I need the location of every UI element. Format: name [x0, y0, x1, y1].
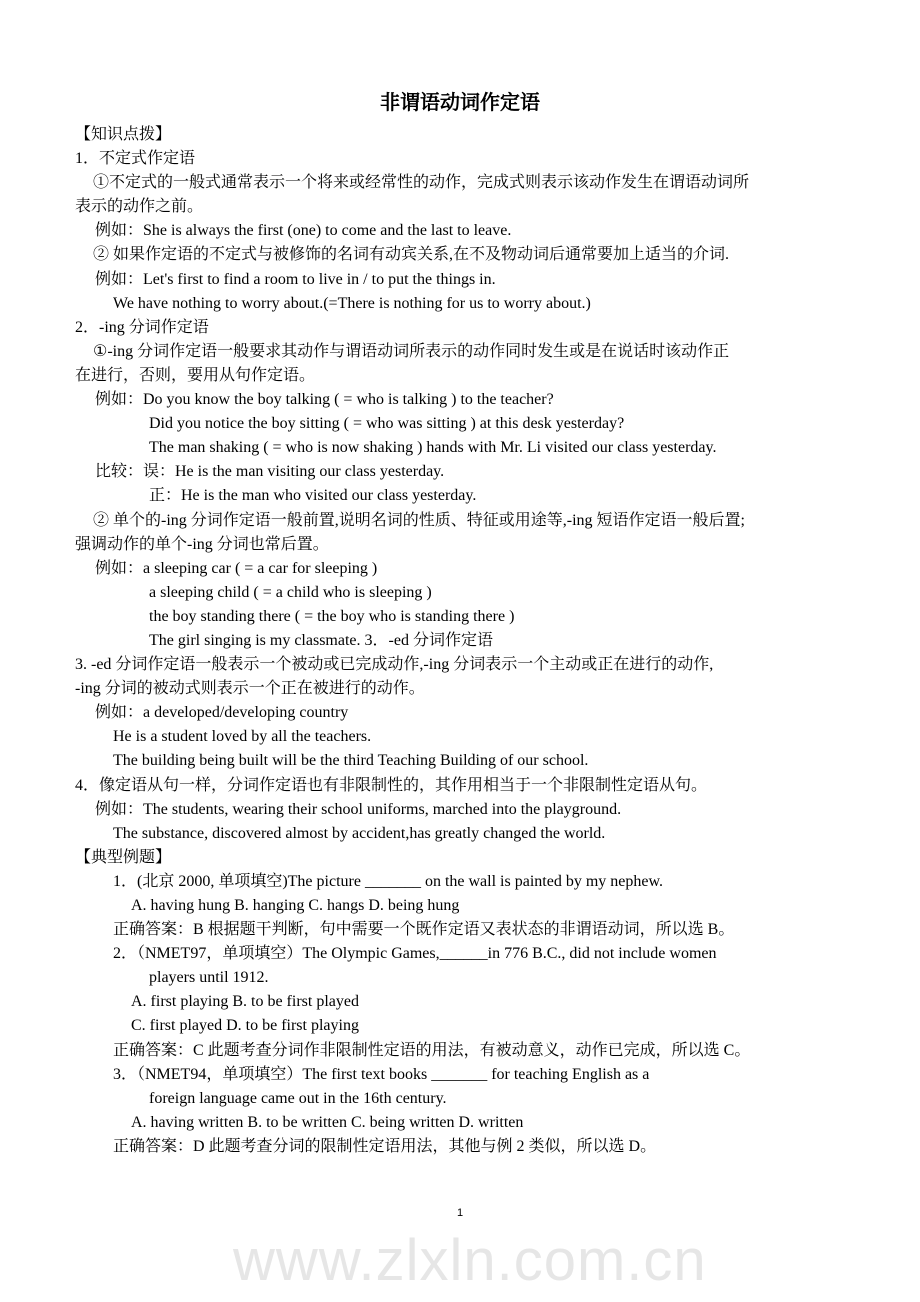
text-line: ①-ing 分词作定语一般要求其动作与谓语动词所表示的动作同时发生或是在说话时该动作正: [93, 342, 730, 360]
text-line: ①不定式的一般式通常表示一个将来或经常性的动作，完成式则表示该动作发生在谓语动词所: [93, 174, 750, 192]
text-line: 【典型例题】: [75, 848, 172, 866]
text-line: 2．-ing 分词作定语: [75, 318, 209, 336]
text-line: players until 1912.: [149, 969, 269, 987]
text-line: C. first played D. to be first playing: [131, 1017, 359, 1035]
text-line: 例如：Let's first to find a room to live in / to put the things in.: [95, 270, 496, 288]
text-line: 正确答案：C 此题考查分词作非限制性定语的用法，有被动意义，动作已完成，所以选 C。: [113, 1041, 751, 1059]
text-line: ② 单个的-ing 分词作定语一般前置,说明名词的性质、特征或用途等,-ing 短语作定语一般后置;: [93, 511, 745, 529]
page-number: 1: [456, 1207, 464, 1219]
text-line: 【知识点拨】: [75, 126, 172, 143]
text-line: a sleeping child ( = a child who is sleeping ): [149, 583, 432, 601]
text-line: 正：He is the man who visited our class yesterday.: [149, 487, 477, 505]
text-line: 例如：She is always the first (one) to come and the last to leave.: [95, 222, 512, 240]
text-line: A. having written B. to be written C. being written D. written: [131, 1113, 524, 1131]
text-line: the boy standing there ( = the boy who is standing there ): [149, 607, 515, 625]
text-line: 正确答案：B 根据题干判断，句中需要一个既作定语又表状态的非谓语动词，所以选 B。: [113, 921, 735, 939]
text-line: 例如：The students, wearing their school uniforms, marched into the playground.: [95, 800, 622, 818]
text-line: 表示的动作之前。: [75, 198, 204, 216]
text-line: -ing 分词的被动式则表示一个正在被进行的动作。: [75, 680, 425, 698]
text-line: 比较：误：He is the man visiting our class yesterday.: [95, 463, 445, 481]
page-title: 非谓语动词作定语: [380, 90, 540, 114]
text-line: We have nothing to worry about.(=There is nothing for us to worry about.): [113, 294, 591, 312]
text-line: 1．(北京 2000, 单项填空)The picture _______ on the wall is painted by my nephew.: [113, 872, 663, 890]
watermark: www.zlxln.com.cn: [233, 1228, 707, 1293]
document-body: [75, 123, 865, 1159]
text-line: A. having hung B. hanging C. hangs D. being hung: [131, 897, 460, 914]
text-line: 例如：Do you know the boy talking ( = who is talking ) to the teacher?: [95, 391, 554, 409]
text-line: The girl singing is my classmate. 3．-ed 分词作定语: [149, 631, 493, 649]
text-line: 1．不定式作定语: [75, 150, 196, 168]
text-line: He is a student loved by all the teachers.: [113, 728, 372, 746]
text-line: 强调动作的单个-ing 分词也常后置。: [75, 535, 329, 553]
text-line: A. first playing B. to be first played: [131, 993, 359, 1011]
text-line: 例如：a developed/developing country: [95, 704, 349, 722]
text-line: The building being built will be the third Teaching Building of our school.: [113, 752, 589, 770]
text-line: 3．（NMET94，单项填空）The first text books _______ for teaching English as a: [113, 1065, 650, 1083]
text-line: foreign language came out in the 16th century.: [149, 1089, 447, 1107]
text-line: The man shaking ( = who is now shaking ) hands with Mr. Li visited our class yesterday.: [149, 439, 717, 457]
text-line: 在进行，否则，要用从句作定语。: [75, 366, 316, 384]
text-line: 2．（NMET97，单项填空）The Olympic Games,______in 776 B.C., did not include women: [113, 945, 717, 963]
text-line: 3. -ed 分词作定语一般表示一个被动或已完成动作,-ing 分词表示一个主动或正在进行的动作,: [75, 656, 714, 674]
text-line: 正确答案：D 此题考查分词的限制性定语用法，其他与例 2 类似，所以选 D。: [113, 1137, 657, 1155]
text-line: Did you notice the boy sitting ( = who was sitting ) at this desk yesterday?: [149, 415, 625, 433]
text-line: ② 如果作定语的不定式与被修饰的名词有动宾关系,在不及物动词后通常要加上适当的介词.: [93, 246, 730, 264]
text-line: The substance, discovered almost by accident,has greatly changed the world.: [113, 824, 606, 842]
text-line: 4．像定语从句一样，分词作定语也有非限制性的，其作用相当于一个非限制性定语从句。: [75, 776, 708, 794]
text-line: 例如：a sleeping car ( = a car for sleeping ): [95, 559, 378, 577]
